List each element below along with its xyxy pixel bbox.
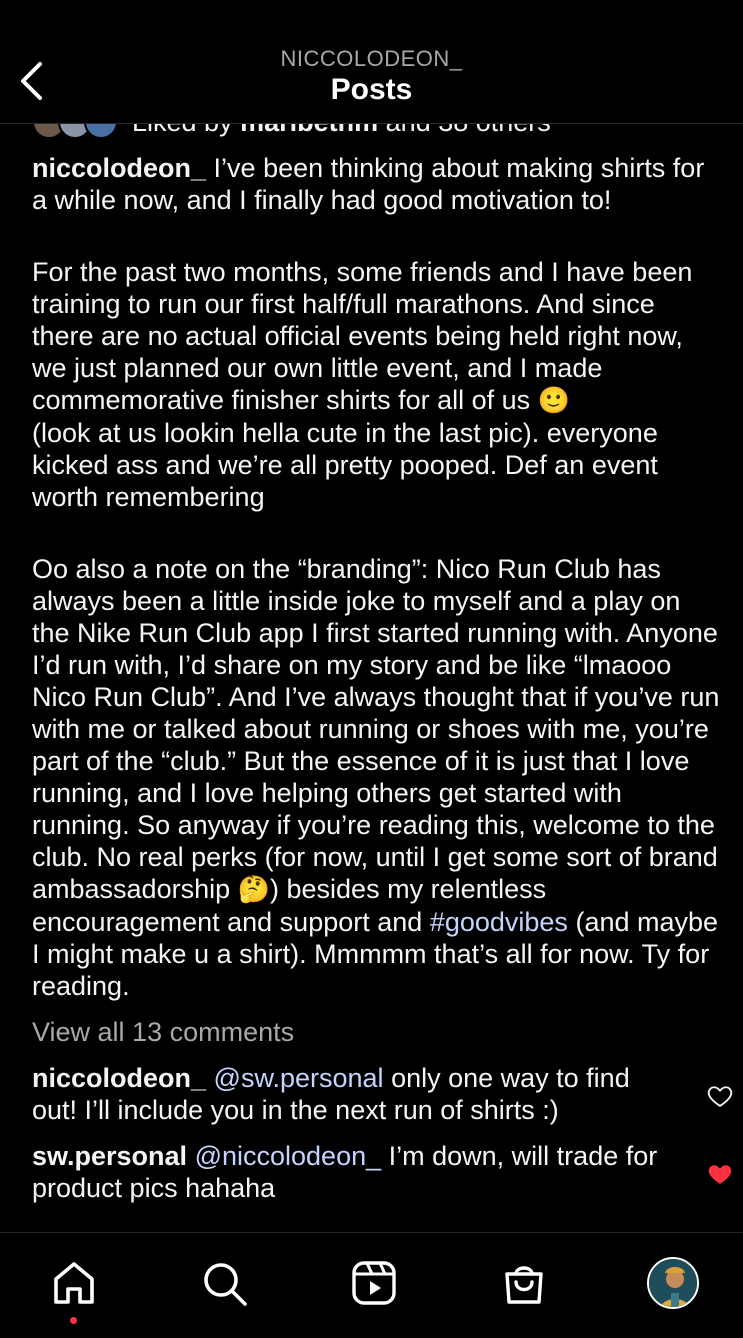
home-icon [50,1259,98,1307]
profile-avatar [647,1257,699,1309]
comment-mention[interactable]: @niccolodeon_ [194,1141,382,1171]
comment-username[interactable]: sw.personal [32,1141,188,1171]
header-title: Posts [330,73,413,106]
reels-icon [351,1260,397,1306]
header-username: NICCOLODEON_ [280,46,463,71]
comment-item [32,1062,722,1126]
tab-home[interactable] [46,1255,102,1311]
caption-text: Oo also a note on the “branding”: Nico Run Club has always been a little inside joke to myself and a play on the Nike Run Club app I first started running with. Anyone I’d run with, I’d share on my story and be like “lmaooo Nico Run Club”. And I’ve always thought that if you’ve run with me or talked about running or shoes with me, you’re part of the “club.” But the essence of it is just that I love running, and I love helping others get started with running. So anyway if you’re reading this, welcome to the club. No real perks (for now, until I get some sort of brand ambassadorship [32,554,720,904]
comment-like-button[interactable] [706,1082,734,1110]
tab-search[interactable] [196,1255,252,1311]
heart-outline-icon [706,1082,734,1110]
top-header [0,0,743,124]
view-all-comments-link[interactable]: View all 13 comments [32,1017,295,1047]
caption-text: I’ve been thinking about making shirts for a while now, and I finally had good motivation to! [32,153,705,215]
comment-username[interactable]: niccolodeon_ [32,1063,207,1093]
comment-text: only one way to find out! I’ll include you in the next run of shirts :) [32,1063,630,1125]
avatar-image [649,1259,699,1309]
comment-like-button[interactable] [706,1160,734,1188]
caption-paragraph [32,256,722,513]
comment-mention[interactable]: @sw.personal [213,1063,384,1093]
tab-profile[interactable] [645,1255,701,1311]
caption-paragraph [32,553,722,1002]
caption-paragraph [32,152,722,216]
comment-item [32,1140,722,1204]
search-icon [200,1259,248,1307]
caption-text: ) besides my relentless encouragement and support and [32,874,547,937]
hashtag-link[interactable]: #goodvibes [429,907,568,937]
shopping-bag-icon [501,1260,547,1306]
caption-text: (look at us lookin hella cute in the last pic). everyone kicked ass and we’re all pretty pooped. Def an event worth remembering [32,418,658,512]
bottom-tab-bar [0,1232,743,1338]
heart-filled-icon [706,1160,734,1188]
caption-username[interactable]: niccolodeon_ [32,153,207,183]
tab-reels[interactable] [346,1255,402,1311]
notification-dot [70,1317,77,1324]
caption-text: For the past two months, some friends and I have been training to run our first half/full marathons. And since there are no actual official events being held right now, we just planned our own little event, and I made commemorative finisher shirts for all of us [32,257,693,415]
smile-emoji: 🙂 [537,386,571,416]
thinking-emoji: 🤔 [237,875,271,905]
post-content [32,152,722,1204]
tab-shop[interactable] [496,1255,552,1311]
post-caption [32,152,722,1002]
comment-text: I’m down, will trade for product pics hahaha [32,1141,658,1203]
caption-text: (and maybe I might make u a shirt). Mmmmm that’s all for now. Ty for reading. [32,907,719,1001]
